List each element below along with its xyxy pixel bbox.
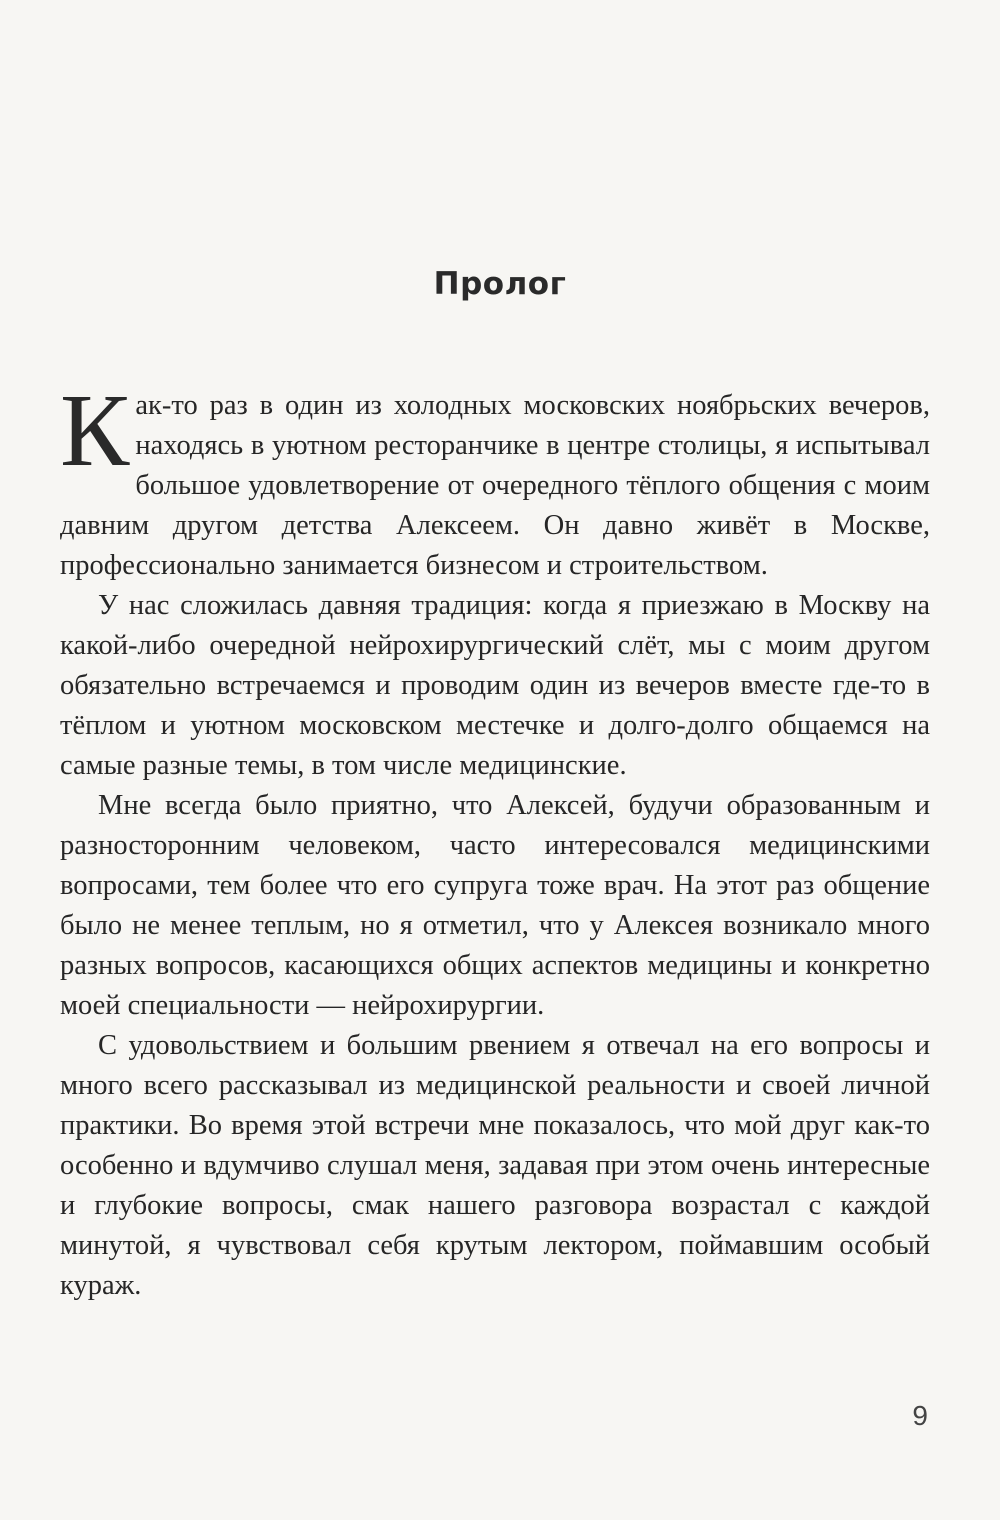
chapter-body: [60, 373, 930, 1306]
paragraph-1: [60, 373, 930, 586]
drop-cap: К: [60, 373, 130, 488]
paragraph-3: Мне всегда было приятно, что Алексей, будучи образованным и разносторонним человеком, часто интересовался медицинскими вопросами, тем более что его супруга тоже врач. На этот раз общение было не менее теплым, но я отметил, что у Алексея возникало много разных вопросов, касающихся общих аспектов медицины и конкретно моей специальности — нейрохирургии.: [60, 790, 930, 1021]
paragraph-2: У нас сложилась давняя традиция: когда я приезжаю в Москву на какой-либо очередной нейрохирургический слёт, мы с моим другом обязательно встречаемся и проводим один из вечеров вместе где-то в тёплом и уютном московском местечке и долго-долго общаемся на самые разные темы, в том числе медицинские.: [60, 590, 930, 781]
chapter-title: Пролог: [433, 266, 567, 302]
page-number: 9: [912, 1400, 928, 1431]
paragraph-4: С удовольствием и большим рвением я отвечал на его вопросы и много всего рассказывал из медицинской реальности и своей личной практики. Во время этой встречи мне показалось, что мой друг как-то особенно и вдумчиво слушал меня, задавая при этом очень интересные и глубокие вопросы, смак нашего разговора возрастал с каждой минутой, я чувствовал себя крутым лектором, поймавшим особый кураж.: [60, 1030, 930, 1301]
paragraph-1-text: ак-то раз в один из холодных московских ноябрьских вечеров, находясь в уютном ресторанчике в центре столицы, я испытывал большое удовлетворение от очередного тёплого общения с моим давним другом детства Алексеем. Он давно живёт в Москве, профессионально занимается бизнесом и строительством.: [60, 390, 930, 581]
